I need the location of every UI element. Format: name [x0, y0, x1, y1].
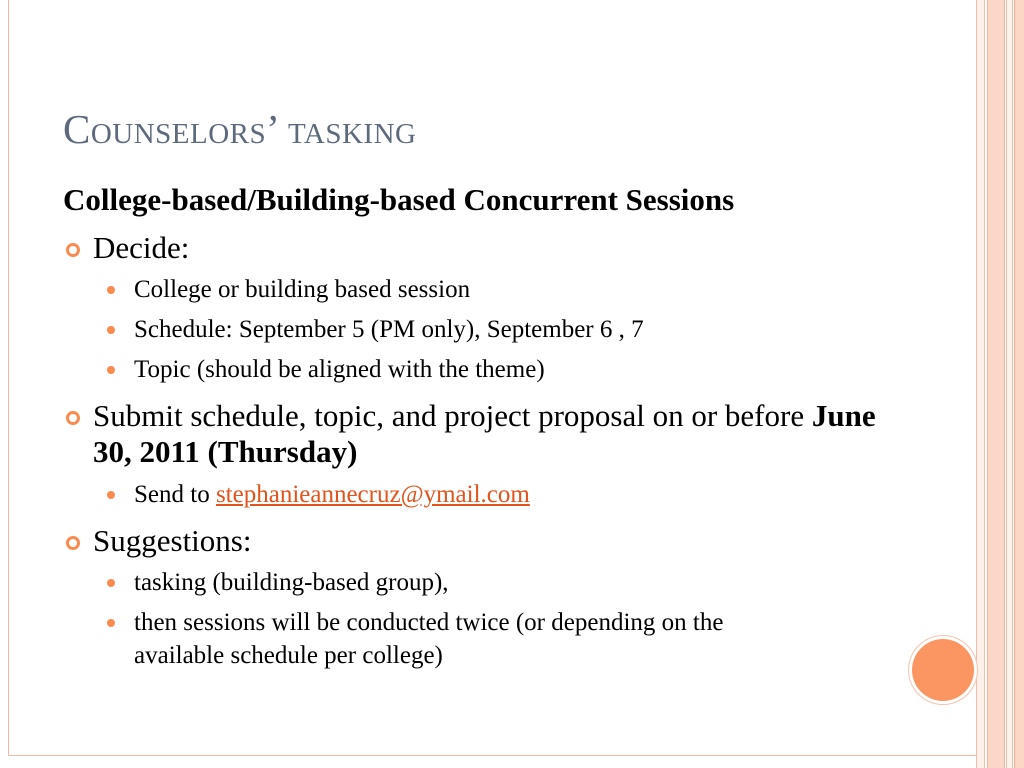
- dot-bullet-icon: [107, 286, 115, 294]
- list-item-text: Topic (should be aligned with the theme): [134, 356, 545, 383]
- list-item-text: Schedule: September 5 (PM only), September 6 , 7: [134, 316, 644, 343]
- list-item: [63, 606, 893, 672]
- dot-bullet-icon: [107, 579, 115, 587]
- submit-text: Submit schedule, topic, and project proposal on or before: [93, 398, 812, 433]
- stripe: [1006, 0, 1013, 768]
- list-item: [63, 273, 893, 306]
- list-item-text: College or building based session: [134, 276, 471, 303]
- bullet-decide: [63, 230, 893, 266]
- bullet-suggestions: [63, 523, 893, 559]
- stripe: [976, 0, 985, 768]
- dot-bullet-icon: [107, 491, 115, 499]
- list-item: [63, 353, 893, 386]
- session-heading: College-based/Building-based Concurrent Sessions: [63, 182, 735, 217]
- list-item: [63, 313, 893, 346]
- list-item: [63, 566, 893, 599]
- send-prefix: Send to: [134, 481, 216, 508]
- stripe: [1014, 0, 1024, 768]
- slide-content: [63, 182, 893, 672]
- slide-title: Counselors’ tasking: [63, 106, 417, 152]
- email-link[interactable]: stephanieannecruz@ymail.com: [215, 481, 530, 508]
- list-item-text: tasking (building-based group),: [134, 569, 449, 596]
- ring-bullet-icon: [66, 411, 80, 425]
- ring-bullet-icon: [66, 536, 80, 550]
- decorative-circle: [912, 639, 974, 701]
- ring-bullet-icon: [66, 243, 80, 257]
- stripe: [987, 0, 1005, 768]
- decide-label: Decide:: [93, 230, 190, 265]
- list-item-text: then sessions will be conducted twice (or depending on the available schedule per college): [134, 609, 724, 669]
- list-item: [63, 478, 893, 511]
- submit-deadline: June 30, 2011 (Thursday): [93, 398, 876, 469]
- dot-bullet-icon: [107, 619, 115, 627]
- bullet-submit: [63, 398, 893, 470]
- dot-bullet-icon: [107, 326, 115, 334]
- suggestions-label: Suggestions:: [93, 523, 252, 558]
- dot-bullet-icon: [107, 366, 115, 374]
- decorative-stripes: [976, 0, 1024, 768]
